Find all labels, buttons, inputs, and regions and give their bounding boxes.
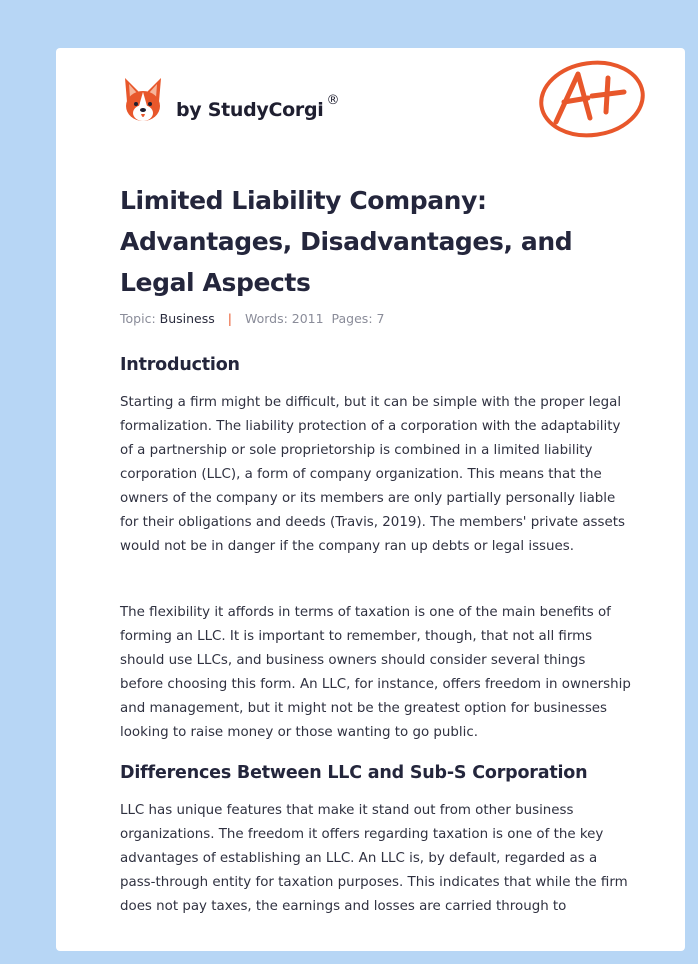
article-title: Limited Liability Company: Advantages, Disadvantages, and Legal Aspects	[120, 186, 573, 297]
section-heading-differences: Differences Between LLC and Sub-S Corporation	[120, 763, 588, 783]
studycorgi-logo[interactable]	[122, 76, 372, 124]
page-count: Pages: 7	[331, 311, 385, 326]
document-card	[56, 48, 685, 951]
brand-label: by StudyCorgi	[176, 99, 324, 121]
topic-label: Topic:	[120, 311, 156, 326]
section-heading-introduction: Introduction	[120, 355, 240, 375]
meta-separator: |	[227, 311, 232, 326]
brand-name	[176, 93, 340, 121]
topic-link[interactable]: Business	[159, 311, 215, 326]
paragraph: LLC has unique features that make it stand out from other business organizations. The freedom it offers regarding taxation is one of the key advantages of establishing an LLC. An LLC is, by default, regarded as a pass-through entity for taxation purposes. This indicates that while the firm does not pay taxes, the earnings and losses are carried through to	[120, 803, 628, 914]
corgi-icon	[122, 76, 164, 124]
word-count: Words: 2011	[244, 311, 324, 326]
registered-mark: ®	[326, 93, 340, 108]
a-plus-grade-icon	[536, 58, 648, 142]
article-meta	[120, 311, 384, 326]
paragraph: The flexibility it affords in terms of taxation is one of the main benefits of forming an LLC. It is important to remember, though, that not all firms should use LLCs, and business owners should consider several things before choosing this form. An LLC, for instance, offers freedom in ownership and management, but it might not be the greatest option for businesses looking to raise money or those wanting to go public.	[120, 605, 631, 740]
paragraph: Starting a firm might be difficult, but it can be simple with the proper legal formalization. The liability protection of a corporation with the adaptability of a partnership or sole proprietorship is combined in a limited liability corporation (LLC), a form of company organization. This means that the owners of the company or its members are only partially personally liable for their obligations and deeds (Travis, 2019). The members' private assets would not be in danger if the company ran up debts or legal issues.	[120, 395, 625, 554]
